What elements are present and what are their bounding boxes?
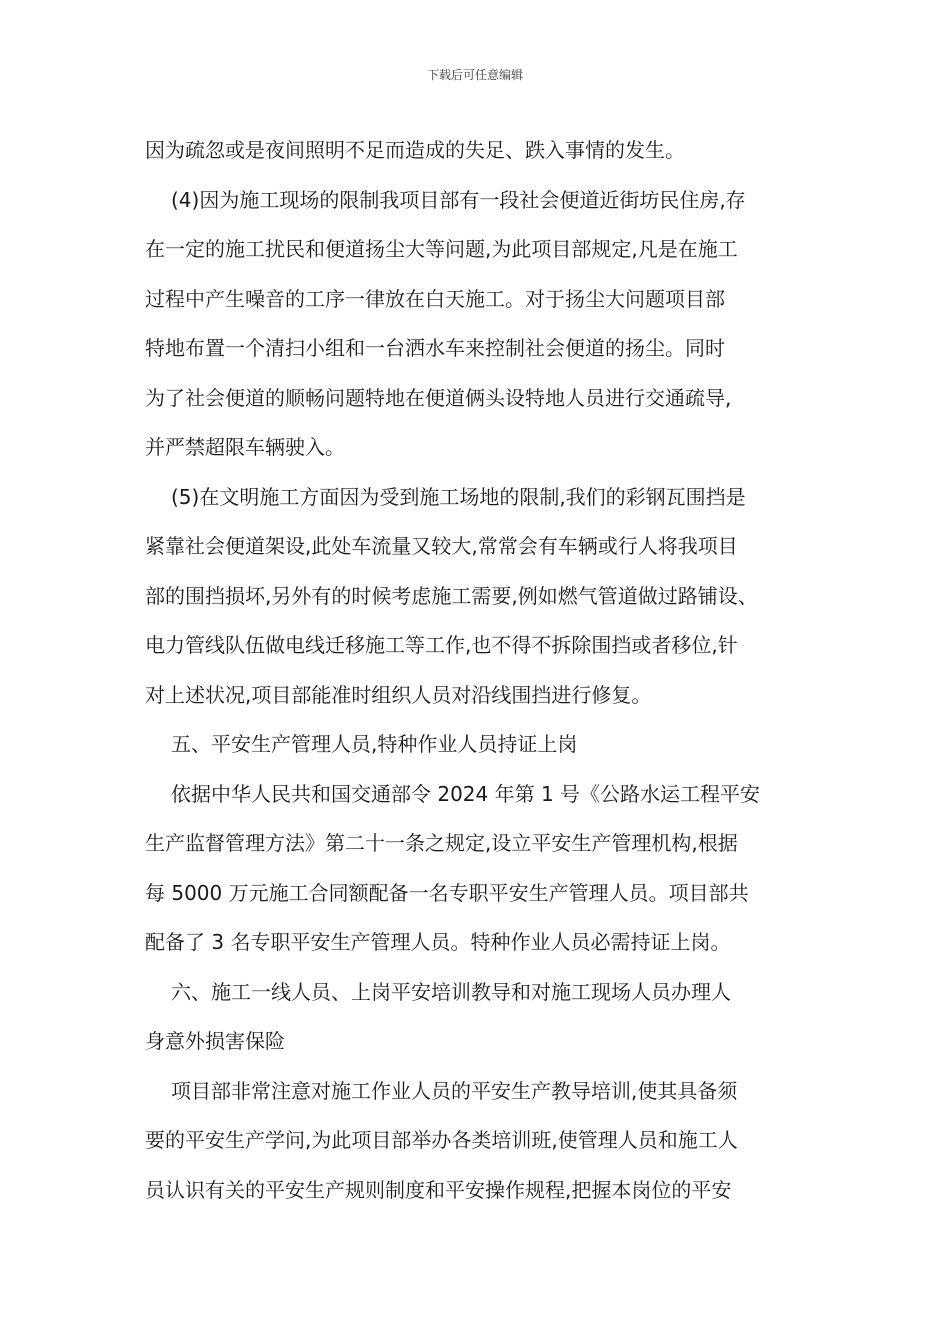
- text-line: 电力管线队伍做电线迁移施工等工作,也不得不拆除围挡或者移位,针: [145, 633, 738, 657]
- text-line: 项目部非常注意对施工作业人员的平安生产教导培训,使其具备须: [171, 1078, 738, 1103]
- text-line: 对上述状况,项目部能准时组织人员对沿线围挡进行修复。: [145, 682, 652, 707]
- text-line: 为了社会便道的顺畅问题特地在便道俩头设特地人员进行交通疏导,: [145, 385, 732, 410]
- body-text: [145, 126, 810, 1215]
- text-line: 员认识有关的平安生产规则制度和平安操作规程,把握本岗位的平安: [145, 1177, 732, 1202]
- text-line: (5)在文明施工方面因为受到施工场地的限制,我们的彩钢瓦围挡是: [171, 484, 746, 509]
- text-line: 要的平安生产学问,为此项目部举办各类培训班,使管理人员和施工人: [145, 1128, 738, 1152]
- text-line: 五、平安生产管理人员,特种作业人员持证上岗: [171, 732, 578, 756]
- page-header: 下载后可任意编辑: [426, 68, 523, 82]
- text-line: 特地布置一个清扫小组和一台洒水车来控制社会便道的扬尘。同时: [145, 336, 725, 360]
- text-line: 在一定的施工扰民和便道扬尘大等问题,为此项目部规定,凡是在施工: [145, 237, 738, 261]
- text-line: 生产监督管理方法》第二十一条之规定,设立平安生产管理机构,根据: [145, 831, 738, 855]
- text-line: 部的围挡损坏,另外有的时候考虑施工需要,例如燃气管道做过路铺设、: [145, 583, 758, 608]
- text-line: 过程中产生噪音的工序一律放在白天施工。对于扬尘大问题项目部: [145, 286, 725, 311]
- text-line: 依据中华人民共和国交通部令 2024 年第 1 号《公路水运工程平安: [171, 781, 761, 806]
- text-line: 六、施工一线人员、上岗平安培训教导和对施工现场人员办理人: [171, 979, 731, 1004]
- text-line: 配备了 3 名专职平安生产管理人员。特种作业人员必需持证上岗。: [145, 930, 731, 954]
- text-line: 身意外损害保险: [145, 1029, 285, 1053]
- text-line: (4)因为施工现场的限制我项目部有一段社会便道近街坊民住房,存: [171, 187, 746, 212]
- text-line: 紧靠社会便道架设,此处车流量又较大,常常会有车辆或行人将我项目: [145, 534, 738, 558]
- text-line: 每 5000 万元施工合同额配备一名专职平安生产管理人员。项目部共: [145, 880, 749, 905]
- text-line: 因为疏忽或是夜间照明不足而造成的失足、跌入事情的发生。: [145, 138, 685, 162]
- text-line: 并严禁超限车辆驶入。: [145, 435, 345, 459]
